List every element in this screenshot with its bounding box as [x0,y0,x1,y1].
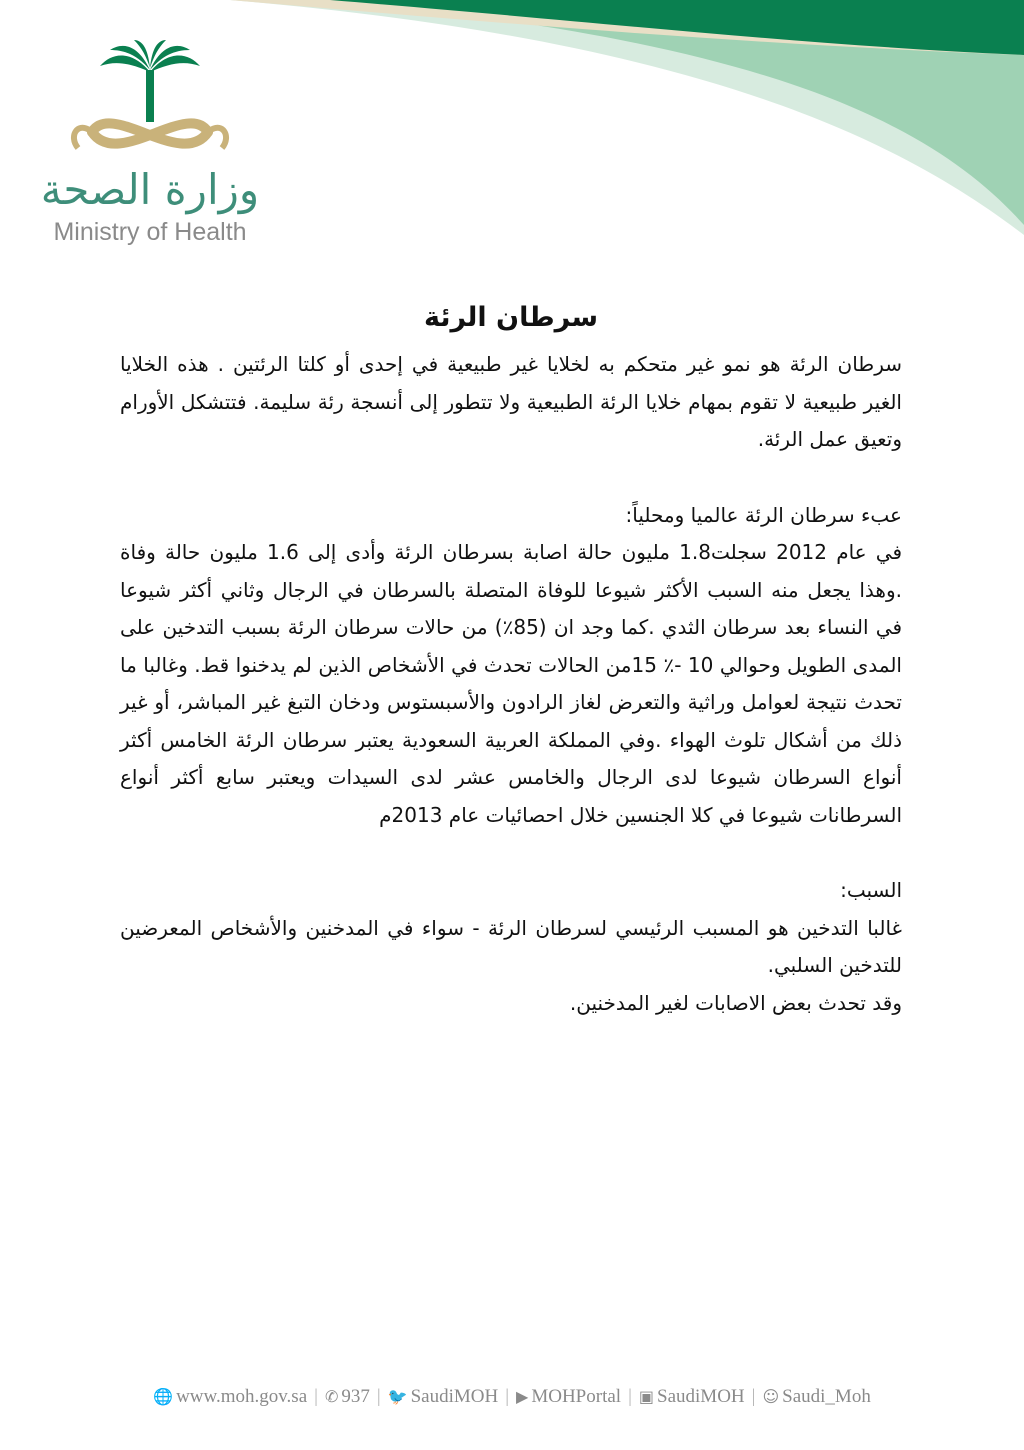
divider: | [751,1386,756,1407]
cause-heading: السبب: [840,878,902,902]
footer-twitter[interactable]: 🐦 SaudiMOH [387,1386,499,1407]
youtube-icon: ▶ [516,1387,529,1406]
footer-phone[interactable]: ✆ 937 [324,1386,370,1407]
cause-note: وقد تحدث بعض الاصابات لغير المدخنين. [569,990,902,1015]
divider: | [505,1386,510,1407]
facebook-icon: ▣ [638,1387,655,1406]
document-body [120,300,902,1022]
footer-snapchat[interactable]: ☺ Saudi_Moh [762,1386,871,1407]
palm-tree-swords-icon [62,40,238,180]
footer-youtube[interactable]: ▶ MOHPortal [516,1386,622,1407]
burden-heading: عبء سرطان الرئة عالميا ومحلياً: [625,502,902,527]
logo-english-name: Ministry of Health [53,218,247,246]
spacer [120,459,902,497]
footer-contacts [0,1386,1024,1408]
phone-icon: ✆ [324,1387,339,1406]
spacer [120,834,902,872]
footer-website[interactable]: 🌐 www.moh.gov.sa [153,1386,308,1407]
divider: | [628,1386,632,1407]
divider: | [314,1386,318,1407]
twitter-icon: 🐦 [387,1387,408,1406]
cause-paragraph: غالبا التدخين هو المسبب الرئيسي لسرطان الرئة - سواء في المدخنين والأشخاص المعرضين للتدخين السلبي. [120,915,902,977]
intro-paragraph: سرطان الرئة هو نمو غير متحكم به لخلايا غير طبيعية في إحدى أو كلتا الرئتين . هذه الخلايا الغير طبيعية لا تقوم بمهام خلايا الرئة الطبيعية ولا تتطور إلى أنسجة رئة سليمة. فتتشكل الأورام وتعيق عمل الرئة. [120,352,902,451]
globe-icon: 🌐 [153,1387,174,1406]
page-title: سرطان الرئة [423,302,599,333]
burden-paragraph: في عام 2012 سجلت1.8 مليون حالة اصابة بسرطان الرئة وأدى إلى 1.6 مليون حالة وفاة .وهذا يجعل منه السبب الأكثر شيوعا للوفاة المتصلة بالسرطان في الرجال وثاني أكثر شيوعا في النساء بعد سرطان الثدي .كما وجد ان (85٪) من حالات سرطان الرئة بسبب التدخين على المدى الطويل وحوالي 10 -٪ 15من الحالات تحدث في الأشخاص الذين لم يدخنوا قط. وغالبا ما تحدث نتيجة لعوامل وراثية والتعرض لغاز الرادون والأسبستوس ودخان التبغ غير المباشر، أو غير ذلك من أشكال تلوث الهواء .وفي المملكة العربية السعودية يعتبر سرطان الرئة الخامس أكثر أنواع السرطان شيوعا لدى الرجال والخامس عشر لدى السيدات ويعتبر سابع أكثر أنواع السرطانات شيوعا في كلا الجنسين خلال احصائيات عام 2013م [120,540,903,827]
moh-logo [30,40,270,250]
footer-facebook[interactable]: ▣ SaudiMOH [638,1386,745,1407]
divider: | [376,1386,381,1407]
snapchat-icon: ☺ [762,1387,780,1406]
logo-arabic-name: وزارة الصحة [40,165,260,214]
